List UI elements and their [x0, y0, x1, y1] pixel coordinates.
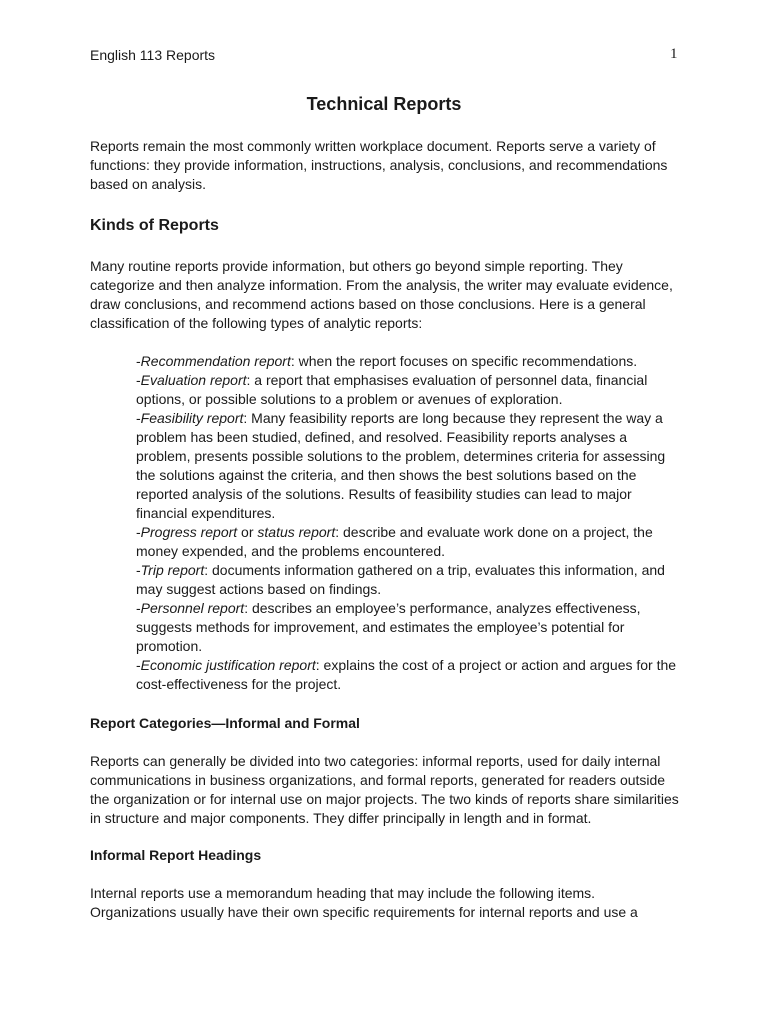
- report-term: Trip report: [140, 562, 205, 578]
- running-header: English 113 Reports: [90, 47, 216, 63]
- report-term: Economic justification report: [140, 657, 316, 673]
- report-term: status report: [257, 524, 336, 540]
- report-term: Recommendation report: [140, 353, 291, 369]
- list-item: -Personnel report: describes an employee’s performance, analyzes effectiveness, suggests methods for improvement, and estimates the employee’s potential for promotion.: [136, 600, 641, 654]
- report-term: Progress report: [140, 524, 238, 540]
- report-term: Personnel report: [140, 600, 245, 616]
- section-heading-categories: Report Categories—Informal and Formal: [90, 715, 360, 731]
- report-term: Evaluation report: [140, 372, 247, 388]
- intro-paragraph: Reports remain the most commonly written workplace document. Reports serve a variety of functions: they provide information, instructions, analysis, conclusions, and recommendations based on analysis.: [90, 138, 668, 192]
- list-item: -Progress report or status report: describe and evaluate work done on a project, the money expended, and the problems encountered.: [136, 524, 653, 559]
- page-number: 1: [670, 46, 678, 62]
- list-item: -Feasibility report: Many feasibility reports are long because they represent the way a problem has been studied, defined, and resolved. Feasibility reports analyses a problem, presents possible solutions to the problem, determines criteria for assessing the solutions against the criteria, and then shows the best solutions based on the reported analysis of the solutions. Results of feasibility studies can lead to major financial expenditures.: [136, 410, 666, 521]
- list-item: -Economic justification report: explains the cost of a project or action and argues for the cost-effectiveness for the project.: [136, 657, 677, 692]
- section-heading-kinds: Kinds of Reports: [90, 217, 219, 234]
- section-heading-informal: Informal Report Headings: [90, 847, 262, 863]
- report-term: Feasibility report: [140, 410, 244, 426]
- report-types-list: [136, 352, 682, 694]
- list-item: -Recommendation report: when the report focuses on specific recommendations.: [136, 353, 638, 369]
- list-item: -Evaluation report: a report that emphasises evaluation of personnel data, financial options, or possible solutions to a problem or avenues of exploration.: [136, 372, 648, 407]
- categories-paragraph: Reports can generally be divided into two categories: informal reports, used for daily internal communications in business organizations, and formal reports, generated for readers outside the organization or for internal use on major projects. The two kinds of reports share similarities in structure and major components. They differ principally in length and in format.: [90, 753, 679, 826]
- document-body: [90, 137, 682, 922]
- kinds-paragraph: Many routine reports provide information, but others go beyond simple reporting. They categorize and then analyze information. From the analysis, the writer may evaluate evidence, draw conclusions, and recommend actions based on those conclusions. Here is a general classification of the following types of analytic reports:: [90, 258, 673, 331]
- list-item: -Trip report: documents information gathered on a trip, evaluates this information, and may suggest actions based on findings.: [136, 562, 665, 597]
- page-title: Technical Reports: [306, 94, 462, 114]
- informal-paragraph: Internal reports use a memorandum heading that may include the following items. Organizations usually have their own specific requirements for internal reports and use a: [90, 885, 638, 920]
